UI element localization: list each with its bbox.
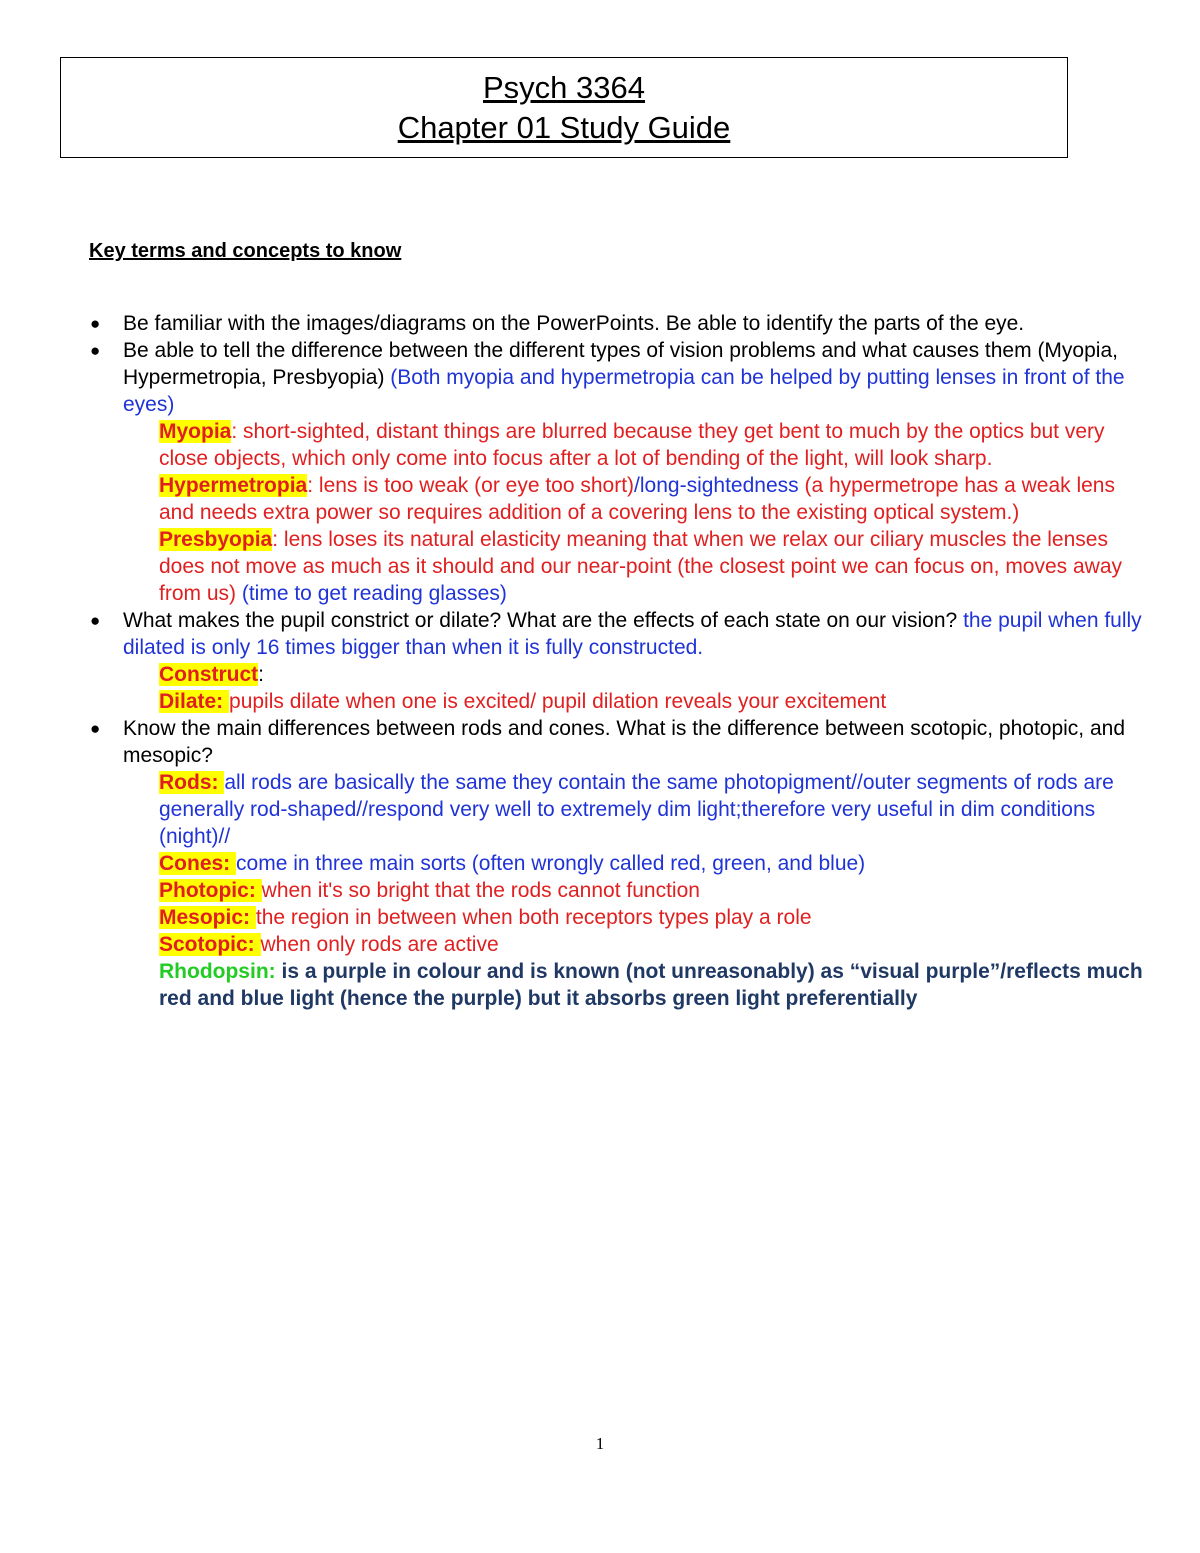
definition-rhodopsin <box>89 958 1149 1012</box>
term-label: Construct <box>159 663 259 686</box>
bullet-text: Be familiar with the images/diagrams on the PowerPoints. Be able to identify the parts of the eye. <box>123 312 1025 335</box>
term-definition: come in three main sorts (often wrongly called red, green, and blue) <box>236 852 866 875</box>
page-number: 1 <box>595 1434 605 1453</box>
course-title: Psych 3364 <box>483 70 645 105</box>
definition-hypermetropia <box>89 472 1149 526</box>
term-definition: pupils dilate when one is excited/ pupil dilation reveals your excitement <box>229 690 887 713</box>
term-definition: lens is too weak (or eye too short) <box>313 474 635 497</box>
term-definition-note: (time to get reading glasses) <box>236 582 507 605</box>
definition-scotopic <box>89 931 1149 958</box>
term-label: Scotopic: <box>159 933 261 956</box>
definition-myopia <box>89 418 1149 472</box>
term-label: Presbyopia <box>159 528 273 551</box>
definition-rods <box>89 769 1149 850</box>
term-label: Photopic: <box>159 879 262 902</box>
bullet-note: the pupil when fully dilated is only 16 times bigger than when it is fully constructed. <box>123 609 1142 659</box>
term-colon: : <box>272 528 279 551</box>
term-label: Dilate: <box>159 690 230 713</box>
bullet-text: What makes the pupil constrict or dilate? What are the effects of each state on our vision? <box>123 609 964 632</box>
definition-presbyopia <box>89 526 1149 607</box>
term-definition: (a hypermetrope has a weak lens and needs extra power so requires addition of a covering lens to the existing optical system.) <box>159 474 1115 524</box>
title-box <box>60 57 1068 158</box>
definition-cones <box>89 850 1149 877</box>
chapter-title: Chapter 01 Study Guide <box>397 110 731 145</box>
term-definition: lens loses its natural elasticity meaning that when we relax our ciliary muscles the lenses does not move as much as it should and our near-point (the closest point we can focus on, moves away from us) <box>159 528 1123 605</box>
bullet-icon: ● <box>90 314 101 333</box>
study-guide-content <box>89 310 1149 1012</box>
bullet-icon: ● <box>90 611 101 630</box>
term-label: Myopia <box>159 420 232 443</box>
term-definition: when it's so bright that the rods cannot function <box>261 879 700 902</box>
term-definition: all rods are basically the same they contain the same photopigment//outer segments of rods are generally rod-shaped//respond very well to extremely dim light;therefore very useful in dim conditions (night)// <box>159 771 1114 848</box>
bullet-item <box>89 337 1149 418</box>
term-label: Rods: <box>159 771 225 794</box>
definition-photopic <box>89 877 1149 904</box>
term-colon: : <box>307 474 314 497</box>
bullet-item <box>89 310 1149 337</box>
term-colon: : <box>258 663 265 686</box>
bullet-text: Know the main differences between rods and cones. What is the difference between scotopic, photopic, and mesopic? <box>123 717 1126 767</box>
definition-dilate <box>89 688 1149 715</box>
term-definition: when only rods are active <box>260 933 499 956</box>
section-heading: Key terms and concepts to know <box>89 240 402 262</box>
term-definition: short-sighted, distant things are blurred because they get bent to much by the optics but very close objects, which only come into focus after a lot of bending of the light, will look sharp. <box>159 420 1105 470</box>
term-definition: the region in between when both receptors types play a role <box>255 906 812 929</box>
bullet-item <box>89 607 1149 661</box>
bullet-text: Be able to tell the difference between the different types of vision problems and what causes them (Myopia, Hypermetropia, Presbyopia) <box>123 339 1118 389</box>
bullet-icon: ● <box>90 719 101 738</box>
term-colon: : <box>231 420 238 443</box>
bullet-icon: ● <box>90 341 101 360</box>
term-label: Cones: <box>159 852 237 875</box>
definition-mesopic <box>89 904 1149 931</box>
term-definition-note: /long-sightedness <box>634 474 799 497</box>
term-label: Hypermetropia <box>159 474 308 497</box>
bullet-item <box>89 715 1149 769</box>
term-label: Mesopic: <box>159 906 256 929</box>
term-definition: is a purple in colour and is known (not unreasonably) as “visual purple”/reflects much red and blue light (hence the purple) but it absorbs green light preferentially <box>159 960 1143 1010</box>
definition-construct <box>89 661 1149 688</box>
term-label: Rhodopsin: <box>159 960 282 983</box>
bullet-note: (Both myopia and hypermetropia can be helped by putting lenses in front of the eyes) <box>123 366 1125 416</box>
